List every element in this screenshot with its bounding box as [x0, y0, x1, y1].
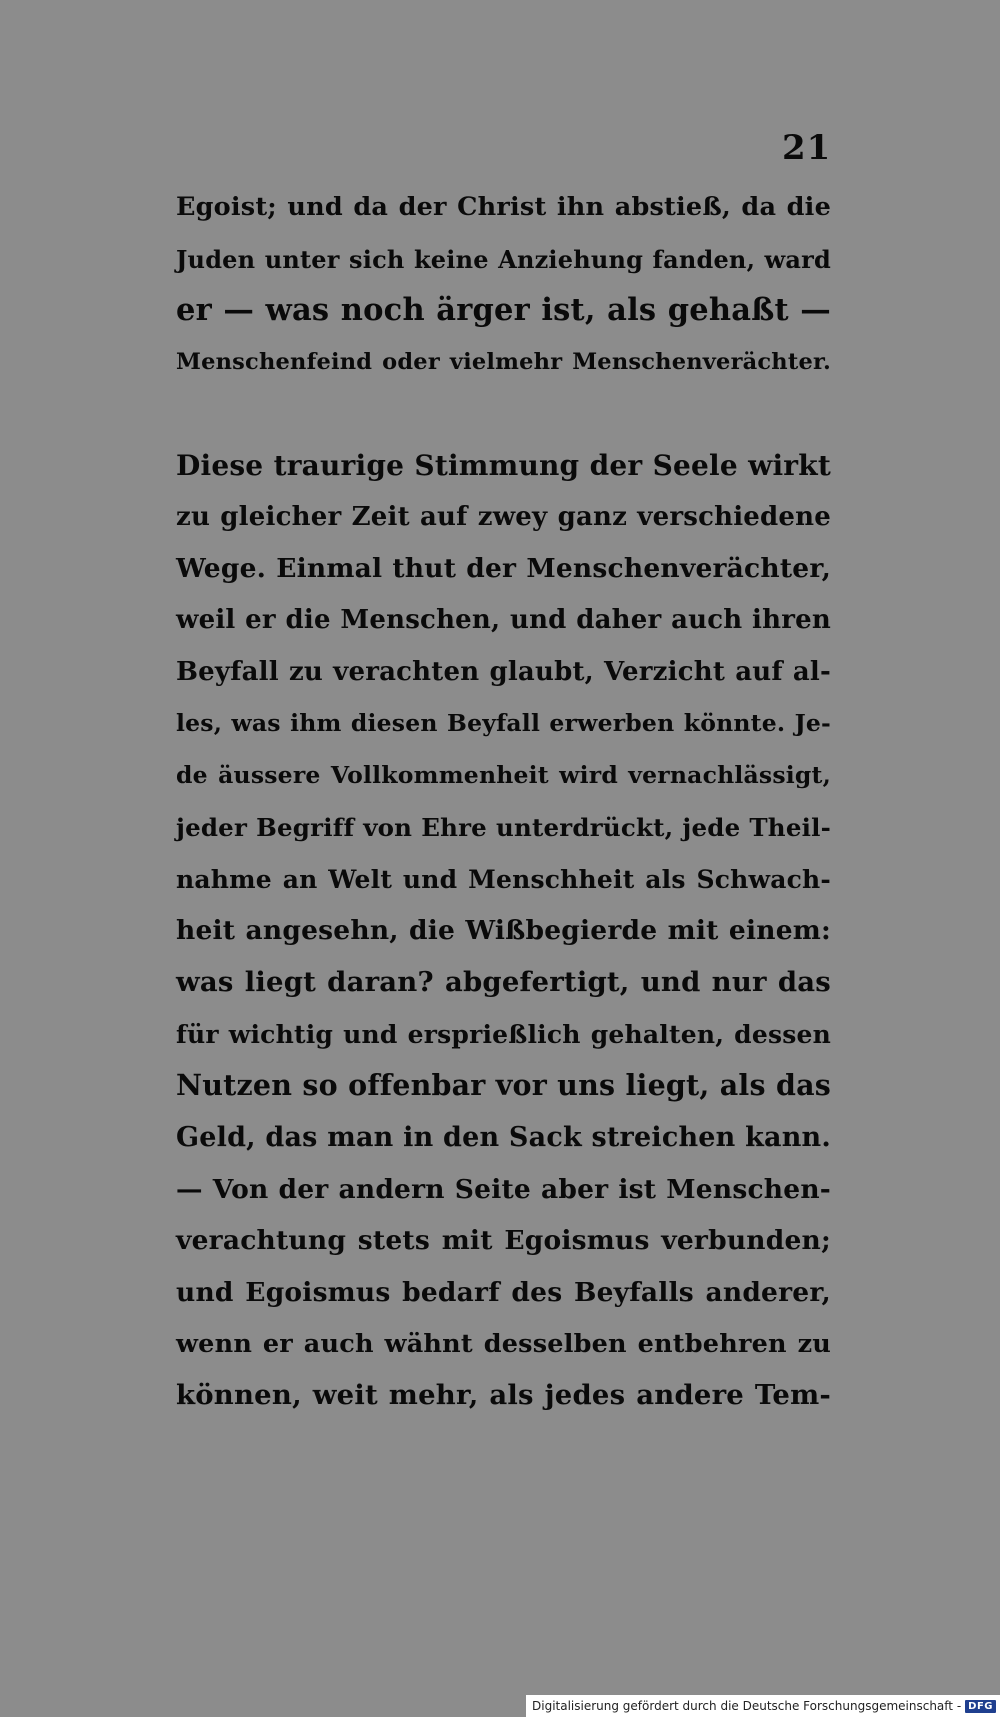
text-line: und Egoismus bedarf des Beyfalls anderer, [176, 1277, 831, 1308]
text-line: verachtung stets mit Egoismus verbunden; [176, 1225, 831, 1257]
text-line: Beyfall zu verachten glaubt, Verzicht auf al- [176, 656, 831, 687]
text-line: zu gleicher Zeit auf zwey ganz verschiedene [176, 501, 831, 532]
text-line: Geld, das man in den Sack streichen kann. [176, 1121, 831, 1153]
dfg-logo-icon: DFG [965, 1700, 996, 1713]
text-line: er — was noch ärger ist, als gehaßt — [176, 292, 831, 329]
text-line: Diese traurige Stimmung der Seele wirkt [176, 449, 831, 482]
text-line: können, weit mehr, als jedes andere Tem- [176, 1379, 831, 1412]
page-number: 21 [782, 128, 832, 168]
text-line: Juden unter sich keine Anziehung fanden, ward [176, 244, 831, 274]
text-line: Nutzen so offenbar vor uns liegt, als das [176, 1068, 831, 1103]
text-line: — Von der andern Seite aber ist Menschen- [176, 1173, 831, 1205]
text-line: nahme an Welt und Menschheit als Schwach- [176, 864, 831, 894]
text-line: Wege. Einmal thut der Menschenverächter, [176, 553, 831, 585]
text-line: les, was ihm diesen Beyfall erwerben könnte. Je- [176, 709, 831, 738]
text-line: für wichtig und ersprießlich gehalten, dessen [176, 1019, 831, 1049]
text-line: was liegt daran? abgefertigt, und nur das [176, 965, 831, 998]
text-line: de äussere Vollkommenheit wird vernachlässigt, [176, 761, 831, 790]
text-line: Egoist; und da der Christ ihn abstieß, da die [176, 192, 831, 222]
text-line: Menschenfeind oder vielmehr Menschenverächter. [176, 349, 831, 376]
paragraph-1 [176, 182, 831, 389]
footer-credit: Digitalisierung gefördert durch die Deutsche Forschungsgemeinschaft - [532, 1699, 962, 1713]
paragraph-2 [176, 440, 831, 1422]
text-line: jeder Begriff von Ehre unterdrückt, jede Theil- [176, 812, 831, 842]
digitization-footer [526, 1695, 1000, 1717]
text-line: wenn er auch wähnt desselben entbehren zu [176, 1328, 831, 1359]
text-line: heit angesehn, die Wißbegierde mit einem: [176, 915, 831, 947]
text-line: weil er die Menschen, und daher auch ihren [176, 605, 831, 636]
